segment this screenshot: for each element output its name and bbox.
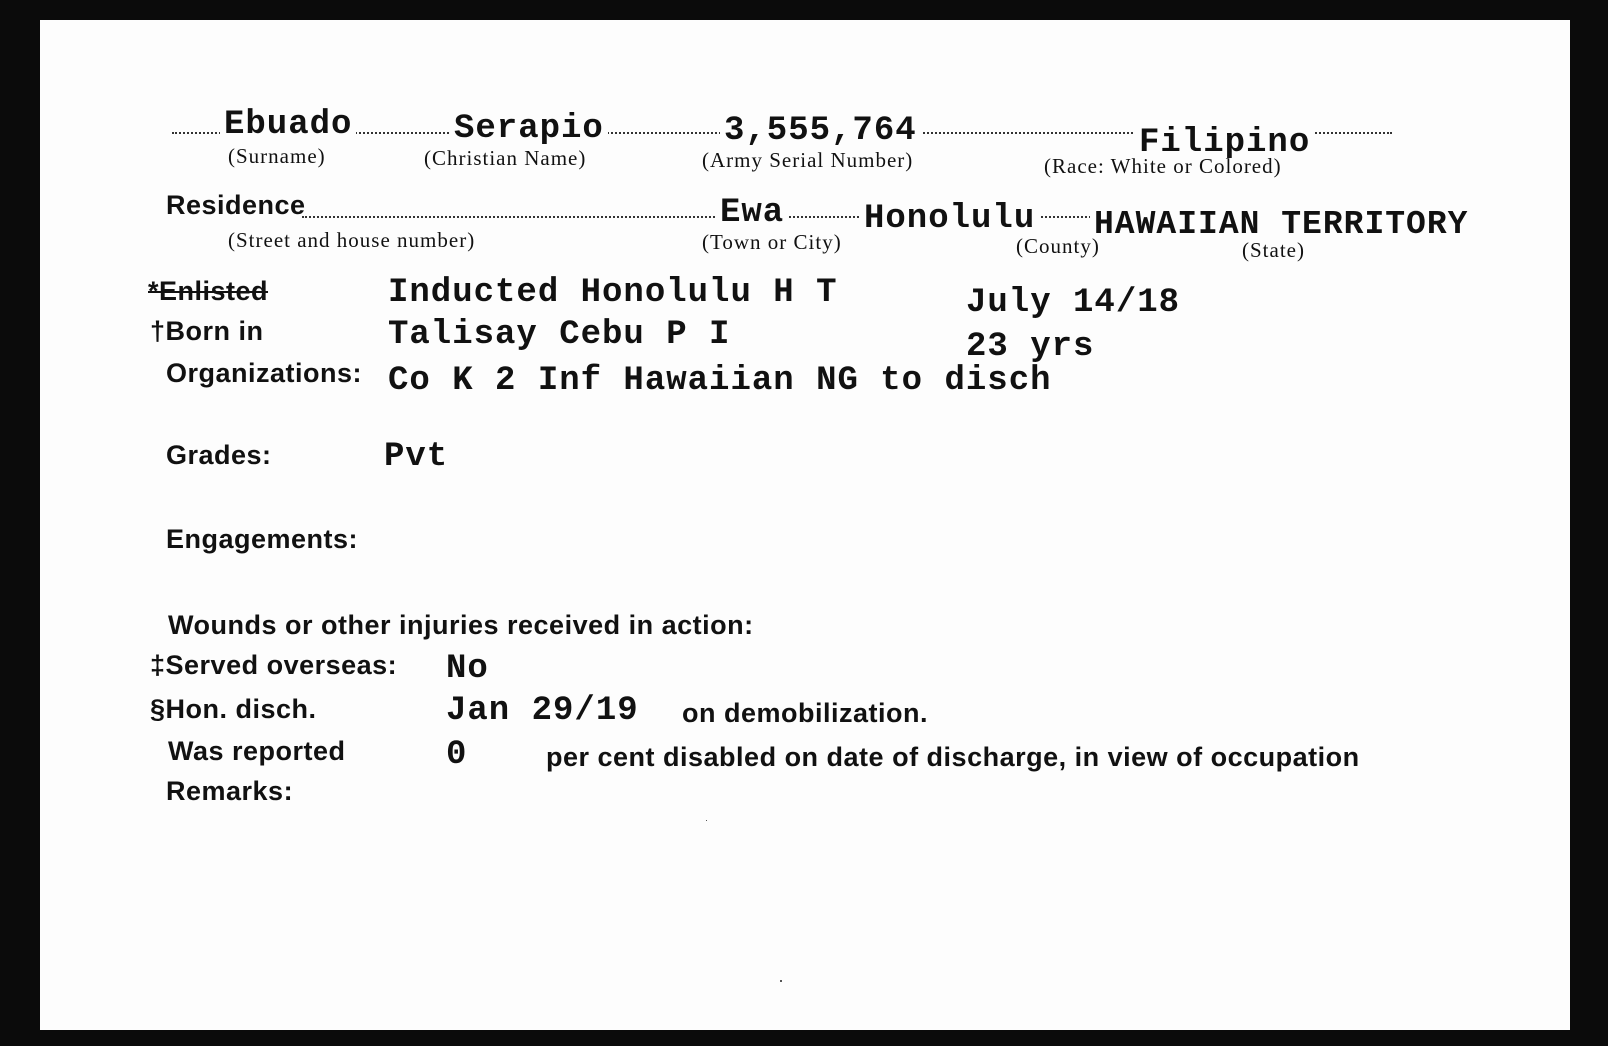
county-value: Honolulu	[860, 200, 1039, 238]
army-serial-number-value: 3,555,764	[720, 112, 921, 150]
enlisted-value: Inducted Honolulu H T	[388, 274, 838, 312]
hon-disch-label: §Hon. disch.	[150, 694, 317, 724]
race-caption: (Race: White or Colored)	[1044, 154, 1282, 178]
speck	[706, 820, 707, 821]
wounds-label: Wounds or other injuries received in action:	[168, 610, 754, 640]
reported-suffix: per cent disabled on date of discharge, in view of occupation	[546, 742, 1360, 772]
speck	[780, 980, 782, 982]
enlisted-label: *Enlisted	[148, 276, 269, 306]
engagements-label: Engagements:	[166, 524, 359, 554]
state-value: HAWAIIAN TERRITORY	[1090, 206, 1472, 243]
street-caption: (Street and house number)	[228, 228, 476, 252]
town-value: Ewa	[716, 194, 788, 232]
hon-disch-date: Jan 29/19	[446, 692, 639, 730]
town-caption: (Town or City)	[702, 230, 842, 254]
organizations-value: Co K 2 Inf Hawaiian NG to disch	[388, 362, 1052, 400]
residence-label: Residence	[166, 190, 306, 220]
surname-value: Ebuado	[220, 106, 356, 144]
christian-name-caption: (Christian Name)	[424, 146, 587, 170]
remarks-label: Remarks:	[166, 776, 294, 806]
served-overseas-value: No	[446, 650, 489, 688]
christian-name-value: Serapio	[450, 110, 608, 148]
served-overseas-label: ‡Served overseas:	[150, 650, 398, 680]
county-caption: (County)	[1016, 234, 1100, 258]
service-record-card	[40, 20, 1570, 1030]
race-value: Filipino	[1135, 124, 1314, 162]
reported-label: Was reported	[168, 736, 346, 766]
born-label: †Born in	[150, 316, 264, 346]
state-caption: (State)	[1242, 238, 1305, 262]
hon-disch-suffix: on demobilization.	[682, 698, 928, 728]
grades-value: Pvt	[384, 438, 449, 476]
born-value: Talisay Cebu P I	[388, 316, 731, 354]
organizations-label: Organizations:	[166, 358, 363, 388]
reported-value: 0	[446, 736, 468, 774]
enlisted-date: July 14/18	[966, 284, 1181, 322]
born-age: 23 yrs	[966, 328, 1095, 366]
army-serial-number-caption: (Army Serial Number)	[702, 148, 914, 172]
surname-caption: (Surname)	[228, 144, 326, 168]
grades-label: Grades:	[166, 440, 272, 470]
